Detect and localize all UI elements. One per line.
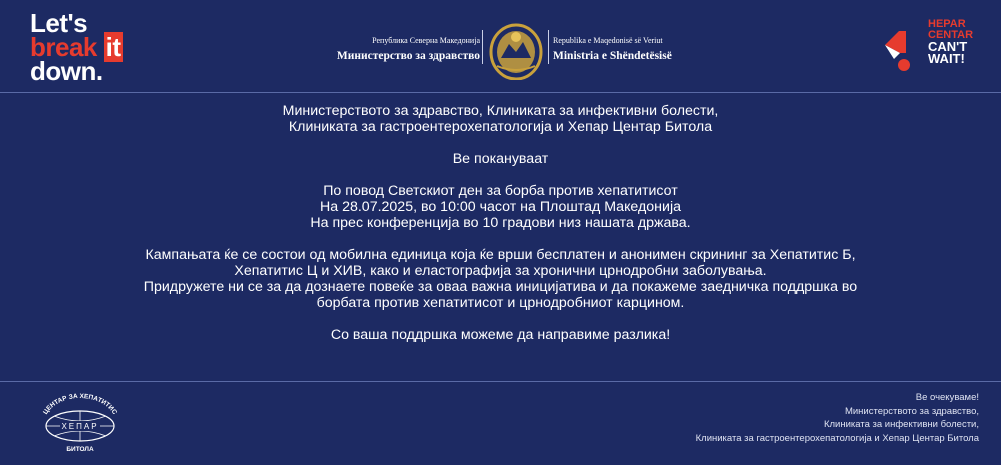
coat-of-arms-icon	[487, 22, 545, 80]
organizers-line-1: Министерството за здравство, Клиниката за инфективни болести,	[282, 103, 719, 119]
event-line-2: На 28.07.2025, во 10:00 часот на Плоштад Македонија	[320, 199, 681, 215]
ministry-name-albanian	[553, 36, 753, 62]
header	[0, 0, 1001, 92]
exclamation-mark-icon	[882, 29, 922, 73]
signoff-line-4: Клиниката за гастроентерохепатологија и Хепар Центар Битола	[695, 432, 979, 444]
ministry-name-al: Ministria e Shëndetësisë	[553, 50, 672, 62]
campaign-line-3: Придружете ни се за да дознаете повеќе за оваа важна иницијатива и да покажеме заедничка поддршка во	[143, 279, 858, 295]
ministry-divider-right	[548, 30, 549, 64]
invite-line: Ве покануваат	[452, 151, 549, 167]
logo-it-word: it	[105, 31, 121, 62]
logo-line-3: down.	[30, 55, 103, 86]
ministry-name-mk: Министерство за здравство	[336, 50, 480, 62]
logo-break-word: break	[30, 31, 104, 62]
event-line-3: На прес конференција во 10 градови низ нашата држава.	[310, 215, 691, 231]
signoff-line-3: Клиниката за инфективни болести,	[823, 419, 979, 430]
closing-line: Со ваша поддршка можеме да направиме разлика!	[330, 327, 671, 343]
campaign-line-2: Хепатитис Ц и ХИВ, како и еластографија за хронични црнодробни заболувања.	[234, 263, 767, 279]
organizers-line-2: Клиниката за гастроентерохепатологија и Хепар Центар Битола	[288, 119, 713, 135]
invitation-body	[40, 103, 961, 343]
centar-word: CENTAR	[928, 28, 974, 41]
hepar-word: HEPAR	[928, 18, 966, 30]
footer-divider	[0, 381, 1001, 382]
hepar-centar-logo	[882, 17, 982, 79]
ministry-divider-left	[482, 30, 483, 64]
lets-break-it-down-logo	[30, 8, 123, 86]
logo-line-1: Let's	[30, 8, 88, 38]
republic-name-al: Republika e Maqedonisë së Veriut	[553, 36, 663, 45]
logo-arc-text: ЦЕНТАР ЗА ХЕПАТИТИС	[42, 392, 118, 416]
hepatitis-center-logo	[32, 390, 128, 454]
signoff	[696, 391, 979, 445]
signoff-line-2: Министерството за здравство,	[844, 405, 979, 417]
wait-word: WAIT!	[928, 51, 965, 67]
event-line-1: По повод Светскиот ден за борба против хепатитисот	[323, 183, 678, 199]
campaign-line-1: Кампањата ќе се состои од мобилна единица која ќе врши бесплатен и анонимен скрининг за Хепатитис Б,	[145, 247, 856, 263]
logo-bottom-text: БИТОЛА	[66, 446, 94, 453]
cant-word: CAN'T	[928, 38, 968, 54]
ministry-name-macedonian	[300, 36, 480, 62]
republic-name-mk: Република Северна Македонија	[372, 36, 480, 45]
hepar-centar-text	[928, 19, 973, 66]
signoff-line-1: Ве очекуваме!	[915, 392, 979, 403]
logo-middle-text: ХЕПАР	[61, 422, 99, 431]
header-divider	[0, 92, 1001, 93]
campaign-line-4: борбата против хепатитисот и црнодробниот карцином.	[316, 295, 685, 311]
